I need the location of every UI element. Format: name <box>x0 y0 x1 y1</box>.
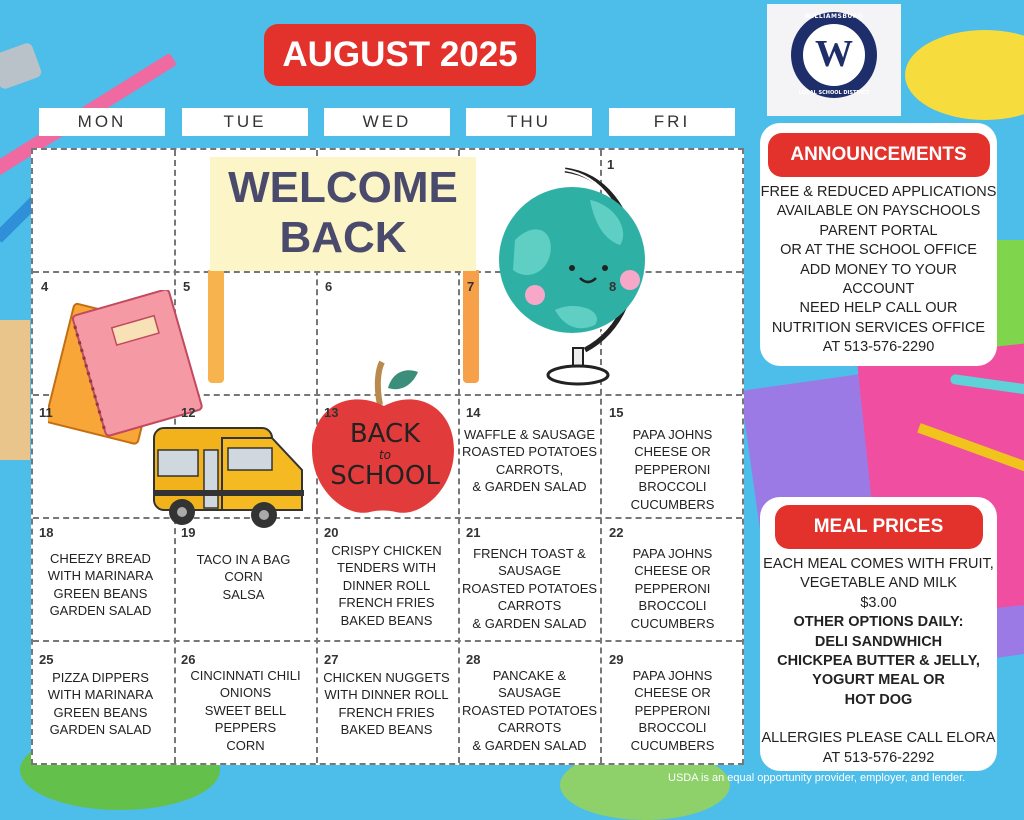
announcement-line: NUTRITION SERVICES OFFICE <box>771 319 986 336</box>
menu-item: ONIONS <box>219 685 272 701</box>
announcement-line: PARENT PORTAL <box>819 222 938 239</box>
logo-letter: W <box>815 33 853 75</box>
menu-item: WITH DINNER ROLL <box>324 687 449 703</box>
announcement-line: ADD MONEY TO YOUR <box>800 261 957 278</box>
menu-item: PEPPERONI <box>634 580 711 596</box>
day-number: 14 <box>466 405 481 420</box>
usda-footer: USDA is an equal opportunity provider, employer, and lender. <box>668 772 966 784</box>
menu-item: SAUSAGE <box>498 563 561 579</box>
day-number: 6 <box>325 279 333 294</box>
menu-item: PEPPERONI <box>634 702 711 718</box>
menu-aug-22 <box>602 545 743 632</box>
menu-item: GARDEN SALAD <box>49 722 152 738</box>
month-title: AUGUST 2025 <box>264 24 536 86</box>
menu-item: FRENCH FRIES <box>338 704 435 720</box>
menu-item: TACO IN A BAG <box>196 552 291 567</box>
day-number: 18 <box>39 525 54 540</box>
menu-item: CHEEZY BREAD <box>50 551 151 566</box>
day-number: 13 <box>324 405 339 420</box>
menu-item: CHEESE OR <box>634 685 711 701</box>
menu-item: CUCUMBERS <box>630 737 715 753</box>
welcome-line: BACK <box>279 213 407 262</box>
menu-item: CARROTS <box>497 598 562 614</box>
meal-prices-title: MEAL PRICES <box>775 505 983 549</box>
welcome-line: WELCOME <box>228 163 458 212</box>
day-number: 19 <box>181 525 196 540</box>
day-number: 5 <box>183 279 191 294</box>
menu-item: GREEN BEANS <box>53 585 148 601</box>
welcome-back-sign <box>210 157 476 271</box>
announcements-panel <box>760 123 997 366</box>
day-number: 29 <box>609 652 624 667</box>
other-options-heading: OTHER OPTIONS DAILY: <box>793 614 964 631</box>
menu-item: PAPA JOHNS <box>632 668 713 683</box>
day-number: 26 <box>181 652 196 667</box>
day-number: 22 <box>609 525 624 540</box>
announcements-title: ANNOUNCEMENTS <box>768 133 990 177</box>
menu-item: WITH MARINARA <box>47 687 154 703</box>
menu-item: CORN <box>226 737 265 753</box>
logo-seal <box>791 12 877 98</box>
menu-item: CHEESE OR <box>634 563 711 579</box>
district-logo <box>767 4 901 116</box>
other-option: CHICKPEA BUTTER & JELLY, <box>777 653 980 670</box>
menu-item: WAFFLE & SAUSAGE <box>464 427 595 442</box>
day-number: 27 <box>324 652 339 667</box>
day-number: 28 <box>466 652 481 667</box>
ruler-decoration <box>0 320 30 460</box>
weekday-header-tue: TUE <box>182 108 308 136</box>
day-number: 25 <box>39 652 54 667</box>
menu-aug-26 <box>175 667 316 754</box>
menu-item: GARDEN SALAD <box>49 603 152 619</box>
menu-item: BROCCOLI <box>638 720 707 736</box>
meal-prices-panel <box>760 497 997 771</box>
menu-item: PIZZA DIPPERS <box>52 670 149 685</box>
menu-aug-20 <box>316 542 457 629</box>
menu-aug-25 <box>30 669 171 739</box>
meal-price-value: $3.00 <box>860 594 897 611</box>
menu-item: CORN <box>224 569 263 585</box>
menu-item: BAKED BEANS <box>340 722 433 738</box>
menu-item: CARROTS <box>497 720 562 736</box>
announcement-line: NEED HELP CALL OUR <box>799 300 958 317</box>
other-option: DELI SANDWHICH <box>814 633 943 650</box>
weekday-header-thu: THU <box>466 108 592 136</box>
menu-item: & GARDEN SALAD <box>472 479 587 495</box>
allergy-line: ALLERGIES PLEASE CALL ELORA <box>761 730 996 747</box>
menu-item: PAPA JOHNS <box>632 427 713 442</box>
menu-item: & GARDEN SALAD <box>472 737 587 753</box>
day-number: 4 <box>41 279 49 294</box>
announcement-line: OR AT THE SCHOOL OFFICE <box>780 242 977 259</box>
menu-item: CINCINNATI CHILI <box>190 668 301 683</box>
allergy-line: AT 513-576-2292 <box>822 749 935 766</box>
apple-text-line: BACK <box>349 419 421 449</box>
menu-item: CHEESE OR <box>634 444 711 460</box>
apple-text-line: SCHOOL <box>330 461 440 491</box>
announcement-line: AVAILABLE ON PAYSCHOOLS <box>776 203 981 220</box>
menu-item: BROCCOLI <box>638 598 707 614</box>
day-number: 8 <box>609 279 617 294</box>
announcement-line: FREE & REDUCED APPLICATIONS <box>760 184 997 200</box>
menu-aug-29 <box>602 667 743 754</box>
logo-top-text: WILLIAMSBURG <box>804 13 864 20</box>
grid-line <box>33 640 742 642</box>
weekday-header-mon: MON <box>39 108 165 136</box>
announcement-line: AT 513-576-2290 <box>822 339 935 356</box>
globe-icon <box>495 160 655 390</box>
logo-inner-ring <box>801 22 867 88</box>
announcements-body <box>760 183 997 358</box>
meal-price-line: VEGETABLE AND MILK <box>800 575 957 592</box>
meal-price-line: EACH MEAL COMES WITH FRUIT, <box>763 556 994 572</box>
menu-aug-27 <box>316 669 457 739</box>
menu-item: PANCAKE & <box>492 668 567 683</box>
meal-prices-body <box>760 555 997 768</box>
menu-item: PAPA JOHNS <box>632 546 713 561</box>
menu-item: SWEET BELL <box>204 702 287 718</box>
menu-item: CRISPY CHICKEN <box>331 543 442 558</box>
menu-aug-18 <box>30 550 171 620</box>
menu-item: PEPPERONI <box>634 461 711 477</box>
menu-item: BROCCOLI <box>638 479 707 495</box>
menu-item: SALSA <box>222 586 265 602</box>
menu-item: GREEN BEANS <box>53 704 148 720</box>
menu-item: SAUSAGE <box>498 685 561 701</box>
menu-item: CHICKEN NUGGETS <box>323 670 450 685</box>
menu-item: CUCUMBERS <box>630 615 715 631</box>
day-number: 7 <box>467 279 475 294</box>
menu-item: TENDERS WITH <box>337 560 436 576</box>
back-to-school-text <box>320 420 450 490</box>
menu-item: ROASTED POTATOES <box>461 702 598 718</box>
menu-item: FRENCH FRIES <box>338 595 435 611</box>
menu-item: CUCUMBERS <box>630 496 715 512</box>
day-number: 20 <box>324 525 339 540</box>
menu-aug-28 <box>459 667 600 754</box>
menu-item: ROASTED POTATOES <box>461 580 598 596</box>
menu-aug-21 <box>459 545 600 632</box>
banana-decoration <box>905 30 1024 120</box>
menu-aug-19 <box>173 551 314 603</box>
logo-bottom-text: LOCAL SCHOOL DISTRICT <box>798 90 870 96</box>
menu-aug-15 <box>602 426 743 513</box>
menu-item: DINNER ROLL <box>342 577 431 593</box>
menu-item: BAKED BEANS <box>340 612 433 628</box>
menu-item: FRENCH TOAST & <box>473 546 586 561</box>
day-number: 21 <box>466 525 481 540</box>
menu-aug-14 <box>459 426 600 496</box>
menu-item: ROASTED POTATOES <box>461 444 598 460</box>
spacer <box>760 710 997 729</box>
pencil-sharpener-decoration <box>0 42 43 91</box>
day-number: 15 <box>609 405 624 420</box>
other-option: HOT DOG <box>844 691 913 708</box>
weekday-header-wed: WED <box>324 108 450 136</box>
apple-text-line: to <box>378 448 392 462</box>
day-number: 11 <box>39 405 53 420</box>
menu-item: CARROTS, <box>495 461 564 477</box>
announcement-line: ACCOUNT <box>842 281 915 298</box>
menu-item: & GARDEN SALAD <box>472 615 587 631</box>
weekday-header-fri: FRI <box>609 108 735 136</box>
other-option: YOGURT MEAL OR <box>812 672 945 689</box>
day-number: 12 <box>181 405 196 420</box>
day-number: 1 <box>607 157 615 172</box>
menu-item: WITH MARINARA <box>47 568 154 584</box>
menu-item: PEPPERS <box>214 720 277 736</box>
school-bus-icon <box>152 420 312 530</box>
